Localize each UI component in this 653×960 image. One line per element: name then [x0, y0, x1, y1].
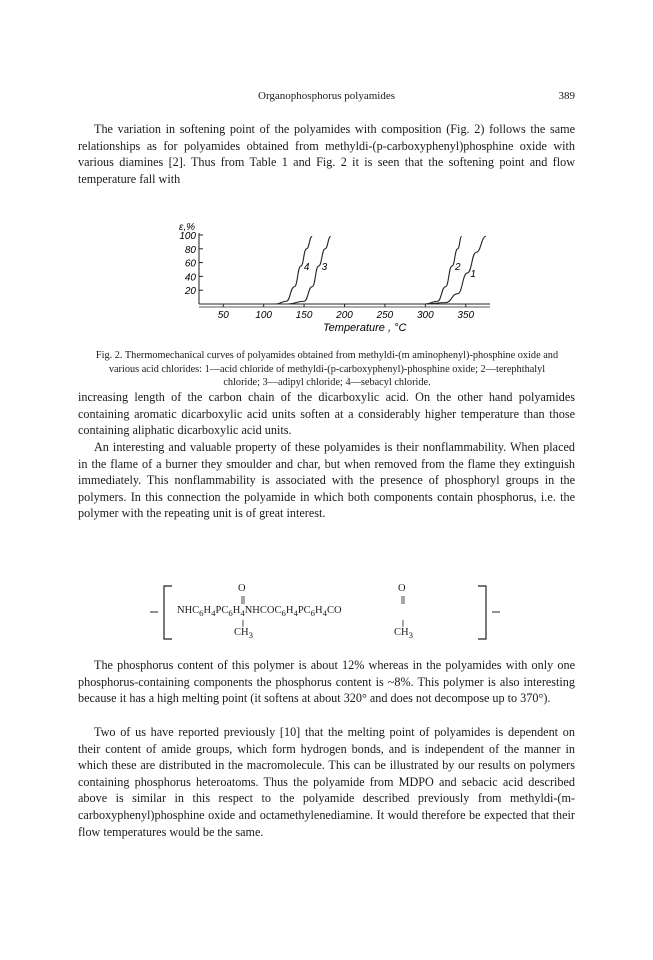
- repeating-unit-chain: $NHC_6H_4PC_6H_4NHCOC_6H_4PC_6H_4CO$: [177, 605, 342, 619]
- paragraph-5: Two of us have reported previously [10] that the melting point of polyamides is dependent on their content of amide groups, which form hydrogen bonds, and is independent of the manner in which these are distributed in the macromolecule. This can be illustrated by our results on polymers containing phosphorus heteroatoms. Thus the polyamide from MDPO and sebacic acid described above is similar in this respect to the polyamide described previously from methyldi-(m-carboxyphenyl)phosphine oxide and octamethylenediamine. It would therefore be expected that their flow temperatures would be the same.: [78, 725, 575, 839]
- oxygen-1: O: [238, 583, 246, 594]
- paragraph-2: increasing length of the carbon chain of the dicarboxylic acid. On the other hand polyamides containing aromatic dicarboxylic acid units soften at a considerably higher temperature than those containing aliphatic dicarboxylic acid units.: [78, 390, 575, 438]
- repeating-unit-formula: [150, 583, 510, 645]
- series-2-label: 2: [455, 262, 461, 274]
- running-title: Organophosphorus polyamides: [258, 90, 395, 102]
- chart-axes: [199, 233, 490, 307]
- y-tick-label: 100: [179, 231, 196, 242]
- methyl-2: $CH_3$: [394, 627, 413, 641]
- chart-series: [199, 236, 486, 304]
- x-tick-label: 200: [336, 310, 353, 321]
- y-tick-label: 80: [184, 244, 196, 256]
- x-tick-label: 250: [376, 310, 394, 321]
- figure-caption: Fig. 2. Thermomechanical curves of polyamides obtained from methyldi-(m aminophenyl)-phosphine oxide and various acid chlorides: 1—acid chloride of methyldi-(p-carboxyphenyl)-phosphine oxide; 2—terephthalyl chloride; 3—adipyl chloride; 4—sebacyl chloride.: [95, 350, 559, 389]
- x-tick-label: 300: [416, 310, 434, 321]
- x-tick-label: 150: [295, 310, 313, 321]
- page-number: 389: [558, 90, 575, 102]
- series-2-line: [199, 236, 462, 304]
- methyl-1: $CH_3$: [234, 627, 253, 641]
- y-axis-label: ε,%: [178, 222, 195, 233]
- running-header: [78, 90, 575, 106]
- y-tick-label: 40: [184, 272, 196, 284]
- series-4-label: 4: [303, 262, 310, 274]
- series-3-label: 3: [321, 262, 328, 274]
- series-1-label: 1: [470, 268, 476, 280]
- figure-2: [140, 222, 490, 342]
- series-3-line: [199, 236, 331, 304]
- paragraph-4: The phosphorus content of this polymer is about 12% whereas in the polyamides with only one phosphorus-containing components the phosphorus content is ~8%. This polymer is also interesting because it has a high melting point (it softens at about 320° and does not decompose up to 370°).: [78, 658, 575, 706]
- x-tick-label: 100: [255, 310, 273, 321]
- y-tick-label: 20: [184, 286, 196, 298]
- y-tick-label: 60: [184, 258, 196, 270]
- paragraph-1: The variation in softening point of the polyamides with composition (Fig. 2) follows the same relationships as for polyamides obtained from methyldi-(p-carboxyphenyl)phosphine oxide with various diamines [2]. Thus from Table 1 and Fig. 2 it is seen that the softening point and flow temperature fall with: [78, 122, 575, 186]
- paragraph-3: An interesting and valuable property of these polyamides is their nonflammability. When placed in the flame of a burner they smoulder and char, but when removed from the flame they extinguish immediately. This nonflammability is associated with the presence of phosphoryl groups in the polymers. In this connection the polyamide in which both components contain phosphorus, i.e. the polymer with the repeating unit is of great interest.: [78, 440, 575, 521]
- oxygen-2: O: [398, 583, 406, 594]
- series-4-line: [199, 236, 312, 304]
- series-1-line: [199, 236, 486, 304]
- thermomechanical-chart: [140, 222, 490, 342]
- x-axis-label: Temperature , °C: [322, 322, 407, 334]
- x-tick-label: 50: [217, 310, 229, 321]
- x-tick-label: 350: [457, 310, 475, 321]
